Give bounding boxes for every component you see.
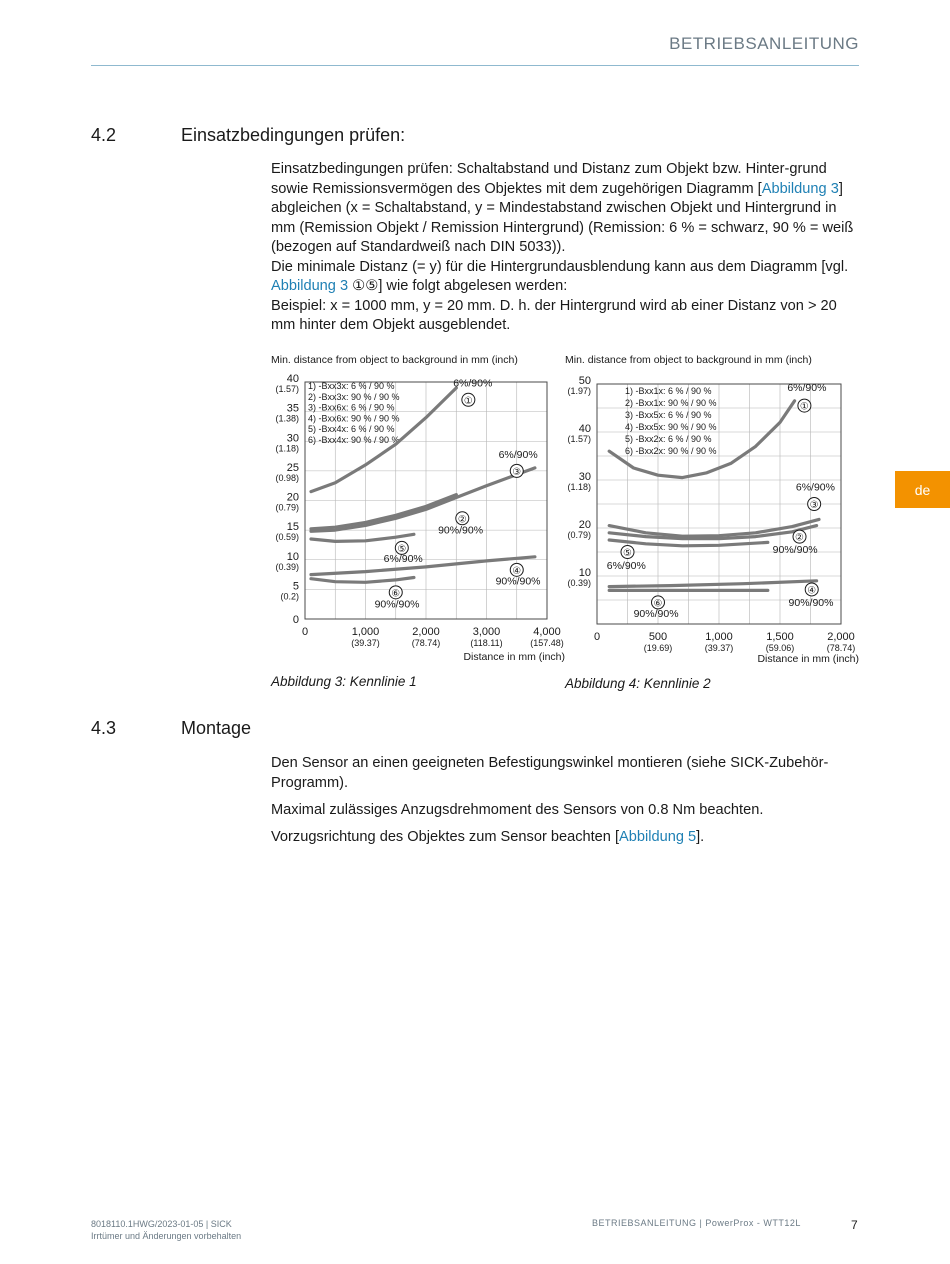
montage-paragraph-3: Vorzugsrichtung des Objektes zum Sensor beachten [Abbildung 5]. [271,829,705,845]
caption-abbildung-4: Abbildung 4: Kennlinie 2 [565,676,711,691]
curve-marker-label: ④ [512,565,522,577]
y-tick-label: 20 [578,519,591,531]
curve-⑤ [311,534,414,541]
paragraph-1: Einsatzbedingungen prüfen: Schaltabstand und Distanz zum Objekt bzw. Hinter-grund sowie Remissionsvermögen des Objektes mit dem zugehörigen Diagramm [Abbildung 3] abgleichen (x = Schaltabstand, y = Mindestabstand zwischen Objekt und Hintergrund in mm (Remission Objekt / Remission Hintergrund) (Remission: 6 % = schwarz, 90 % = weiß (bezogen auf Standardweiß nach DIN 5033)). [271,161,854,255]
page-number: 7 [851,1218,858,1232]
paragraph-3: Beispiel: x = 1000 mm, y = 20 mm. D. h. der Hintergrund wird ab einer Distanz von > 20 mm hinter dem Objekt ausgeblendet. [271,297,837,333]
x-tick-label: 0 [593,631,601,643]
legend-entry: 1) -Bxx3x: 6 % / 90 % [308,381,395,391]
y-tick-sublabel: (1.38) [275,413,299,424]
y-tick-sublabel: (1.18) [567,482,591,492]
x-tick-sublabel: (78.74) [411,638,441,648]
legend-entry: 1) -Bxx1x: 6 % / 90 % [625,386,712,396]
y-tick-sublabel: (0.2) [280,591,299,602]
y-tick-label: 10 [578,567,591,579]
x-tick-label: 500 [648,631,668,643]
x-tick-sublabel: (39.37) [704,643,734,653]
curve-annotation: 90%/90% [772,543,818,556]
curve-marker-label: ⑤ [623,548,632,559]
x-tick-label: 3,000 [472,626,501,638]
section-number-4-2: 4.2 [91,125,117,145]
x-tick-sublabel: (118.11) [470,638,503,648]
y-tick-sublabel: (0.59) [275,532,299,543]
chart-1-svg [263,348,573,668]
chart-title: Min. distance from object to background in mm (inch) [565,354,812,366]
caption-abbildung-3: Abbildung 3: Kennlinie 1 [271,674,417,689]
x-tick-sublabel: (39.37) [351,638,380,648]
chart-kennlinie-2 [557,348,867,675]
x-axis-label: Distance in mm (inch) [757,653,859,665]
footer-doc-id: 8018110.1HWG/2023-01-05 | SICK [91,1219,232,1229]
header-rule [91,65,859,66]
curve-annotation: 90%/90% [633,607,679,620]
y-tick-sublabel: (0.98) [275,472,299,483]
curve-marker-label: ③ [809,500,819,511]
footer-doc-info [91,1218,241,1242]
y-tick-sublabel: (1.18) [275,443,299,454]
legend-entry: 4) -Bxx5x: 90 % / 90 % [625,422,717,432]
legend-entry: 6) -Bxx2x: 90 % / 90 % [625,446,717,456]
y-tick-label: 10 [286,550,299,563]
link-abbildung-3-b[interactable]: Abbildung 3 [271,278,349,294]
x-tick-sublabel: (78.74) [826,643,856,653]
curve-marker-label: ③ [512,466,522,478]
curve-annotation: 6%/90% [498,448,538,461]
y-tick-label: 25 [286,461,299,474]
y-tick-sublabel: (0.79) [275,502,299,513]
y-tick-label: 15 [286,521,299,534]
curve-annotation: 6%/90% [795,481,835,494]
legend-entry: 5) -Bxx4x: 6 % / 90 % [308,424,395,435]
y-tick-sublabel: (1.57) [567,434,591,444]
x-tick-label: 0 [301,626,309,638]
curve-marker-label: ⑥ [391,588,401,600]
y-tick-sublabel: (1.57) [275,384,299,394]
curve-annotation: 6%/90% [787,382,827,395]
chart-kennlinie-1 [263,348,573,673]
curve-④ [609,581,816,587]
curve-annotation: 90%/90% [495,575,541,588]
language-tab[interactable]: de [895,471,950,508]
y-tick-sublabel: (0.79) [567,530,591,540]
curve-annotation: 6%/90% [606,559,646,572]
footer-center: BETRIEBSANLEITUNG | PowerProx - WTT12L [592,1218,801,1228]
legend-entry: 3) -Bxx5x: 6 % / 90 % [625,410,712,420]
x-tick-label: 1,000 [705,631,733,643]
link-abbildung-5[interactable]: Abbildung 5 [619,829,697,845]
y-tick-label: 30 [578,471,591,483]
legend-entry: 5) -Bxx2x: 6 % / 90 % [625,434,712,444]
paragraph-2: Die minimale Distanz (= y) für die Hintergrundausblendung kann aus dem Diagramm [vgl. Abbildung 3 ①⑤] wie folgt abgelesen werden: [271,258,849,294]
legend-entry: 4) -Bxx6x: 90 % / 90 % [308,413,400,424]
legend-entry: 2) -Bxx1x: 90 % / 90 % [625,398,717,408]
y-tick-label: 35 [286,402,299,415]
curve-② [311,495,456,529]
x-axis-label: Distance in mm (inch) [463,651,565,663]
y-tick-label: 30 [286,432,299,445]
y-tick-label: 40 [578,423,591,435]
legend-entry: 3) -Bxx6x: 6 % / 90 % [308,402,395,413]
y-tick-sublabel: (0.39) [275,561,299,572]
legend-entry: 6) -Bxx4x: 90 % / 90 % [308,435,400,445]
footer-disclaimer: Irrtümer und Änderungen vorbehalten [91,1231,242,1241]
curve-annotation: 90%/90% [438,524,484,537]
curve-annotation: 6%/90% [453,377,493,390]
chart-title: Min. distance from object to background in mm (inch) [271,354,518,366]
curve-marker-label: ② [795,532,805,544]
curve-marker-label: ⑤ [397,543,407,555]
chart-2-svg [557,348,867,670]
header-title: BETRIEBSANLEITUNG [669,34,859,53]
x-tick-label: 2,000 [412,626,440,638]
montage-paragraph-1: Den Sensor an einen geeigneten Befestigungswinkel montieren (siehe SICK-Zubehör-Programm). [271,755,829,791]
legend-entry: 2) -Bxx3x: 90 % / 90 % [308,391,400,402]
y-tick-label: 20 [286,491,299,504]
curve-marker-label: ① [799,401,809,413]
curve-marker-label: ① [463,395,473,407]
link-abbildung-3[interactable]: Abbildung 3 [761,180,839,197]
y-tick-label: 40 [286,373,299,385]
section-title-4-3: Montage [181,718,252,738]
x-tick-sublabel: (157.48) [530,638,564,648]
x-tick-label: 2,000 [827,631,855,643]
curve-marker-label: ② [457,514,467,526]
y-tick-sublabel: (1.97) [567,386,591,396]
section-title-4-2: Einsatzbedingungen prüfen: [181,125,406,145]
curve-marker-label: ④ [807,585,817,597]
curve-annotation: 90%/90% [374,598,420,611]
curve-⑥ [311,578,414,583]
section-number-4-3: 4.3 [91,718,117,738]
curve-annotation: 90%/90% [788,596,834,609]
x-tick-sublabel: (19.69) [643,643,673,653]
y-tick-label: 5 [292,580,299,593]
x-tick-label: 4,000 [533,626,561,638]
curve-annotation: 6%/90% [383,553,423,566]
x-tick-label: 1,000 [351,626,380,638]
y-tick-label: 0 [292,614,299,626]
montage-paragraph-2: Maximal zulässiges Anzugsdrehmoment des Sensors von 0.8 Nm beachten. [271,802,764,818]
y-tick-sublabel: (0.39) [567,578,591,588]
x-tick-label: 1,500 [766,631,794,643]
section-4-2-body [271,160,861,336]
y-tick-label: 50 [578,375,591,387]
x-tick-sublabel: (59.06) [765,643,795,653]
curve-marker-label: ⑥ [653,598,663,610]
